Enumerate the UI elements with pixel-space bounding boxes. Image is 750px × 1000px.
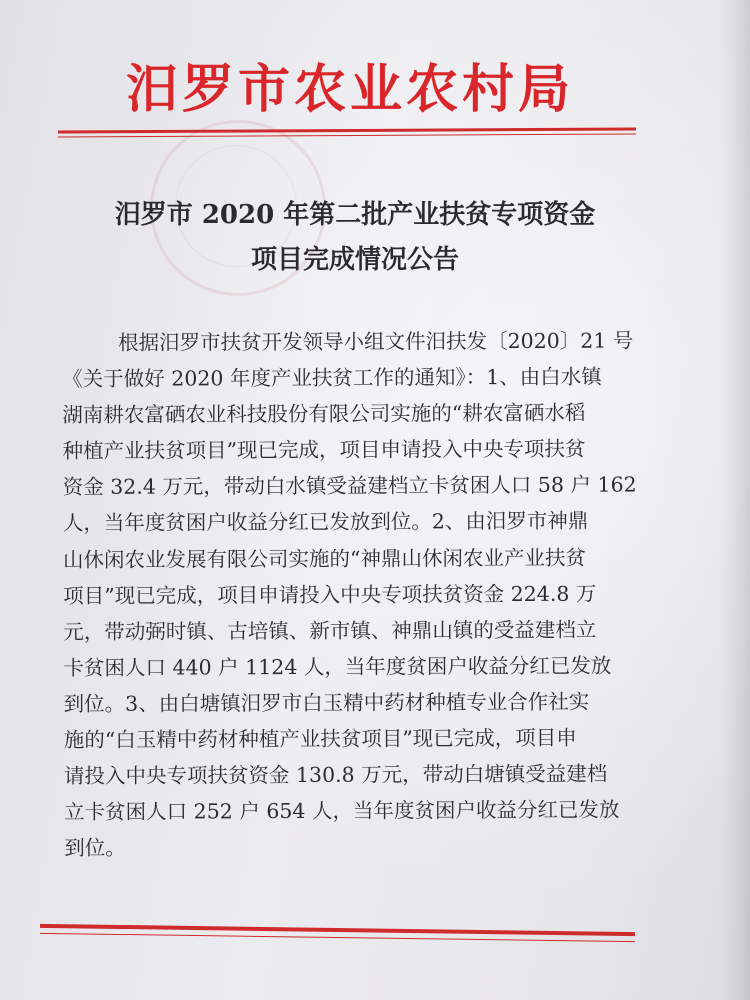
body-line: 到位。 (64, 836, 126, 861)
agency-letterhead: 汨罗市农业农村局 (125, 59, 574, 120)
body-line: 到位。3、由白塘镇汨罗市白玉精中药材种植专业合作社实 (63, 689, 590, 716)
page-fold-shadow (720, 0, 750, 1000)
letterhead-rule-thin (58, 133, 636, 137)
body-line: 人，当年度贫困户收益分红已发放到位。2、由汨罗市神鼎 (62, 509, 589, 536)
body-line: 项目”现已完成，项目申请投入中央专项扶贫资金 224.8 万 (63, 581, 597, 608)
notice-title (60, 193, 650, 283)
letterhead-rule-thick (58, 127, 636, 133)
body-line: 《关于做好 2020 年度产业扶贫工作的通知》：1、由白水镇 (62, 364, 602, 392)
body-line: 施的“白玉精中药材种植产业扶贫项目”现已完成，项目申 (63, 725, 577, 753)
body-line: 请投入中央专项扶贫资金 130.8 万元，带动白塘镇受益建档 (63, 761, 608, 789)
notice-title-line-1: 汨罗市 2020 年第二批产业扶贫专项资金 (114, 200, 596, 230)
body-line: 元，带动弼时镇、古培镇、新市镇、神鼎山镇的受益建档立 (63, 617, 597, 644)
body-line: 立卡贫困人口 252 户 654 人，当年度贫困户收益分红已发放 (64, 797, 620, 825)
body-line: 种植产业扶贫项目”现已完成，项目申请投入中央专项扶贫 (62, 436, 586, 464)
body-line: 资金 32.4 万元，带动白水镇受益建档立卡贫困人口 58 户 162 (62, 472, 637, 500)
notice-title-line-2: 项目完成情况公告 (250, 245, 459, 275)
body-line: 山休闲农业发展有限公司实施的“神鼎山休闲农业产业扶贫 (62, 545, 587, 572)
body-line: 根据汨罗市扶贫开发领导小组文件汨扶发〔2020〕21 号 (118, 328, 634, 355)
notice-body (62, 323, 637, 867)
body-line: 湖南耕农富硒农业科技股份有限公司实施的“耕农富硒水稻 (62, 400, 586, 428)
body-line: 卡贫困人口 440 户 1124 人，当年度贫困户收益分红已发放 (63, 653, 612, 680)
